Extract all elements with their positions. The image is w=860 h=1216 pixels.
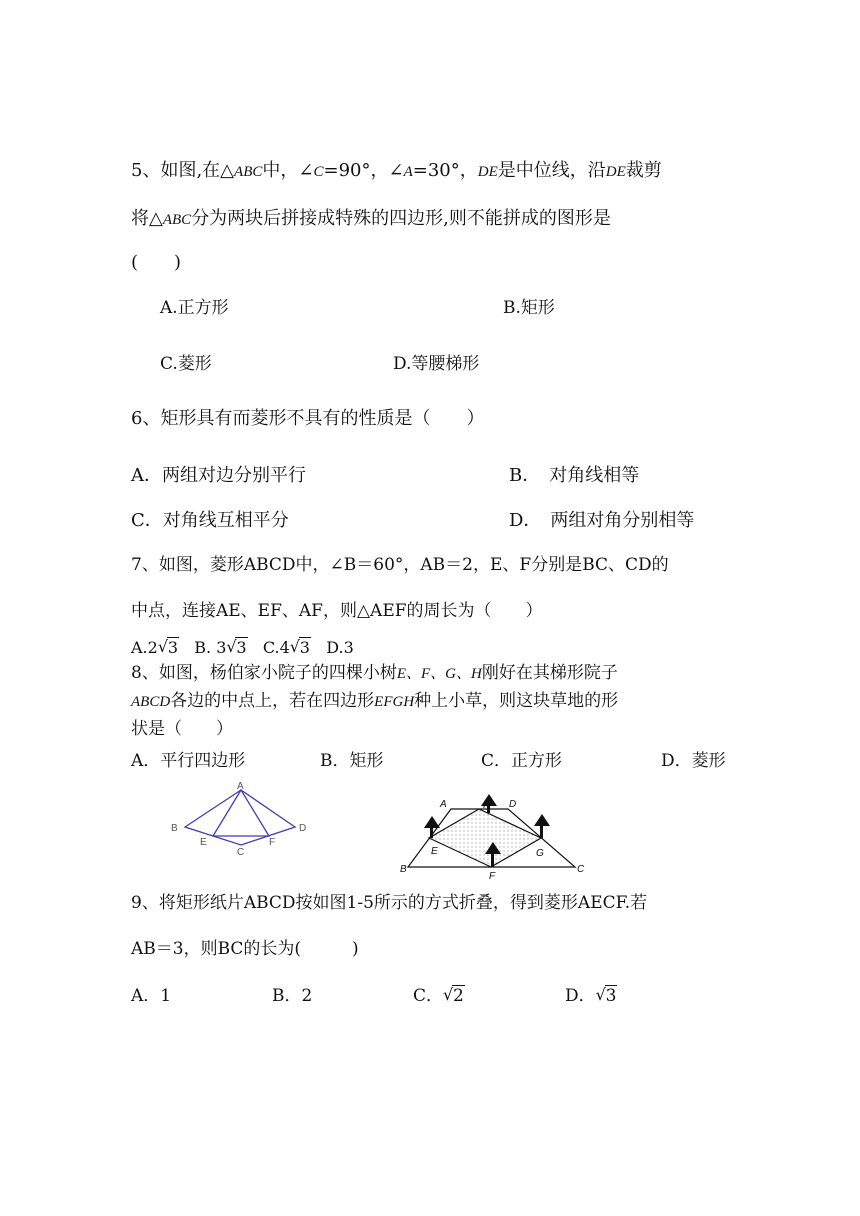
q9-option-a: A．1 [131, 986, 172, 1006]
label-g: G [536, 848, 544, 859]
sqrt-symbol [443, 985, 465, 1007]
q6-option-b: B． 对角线相等 [509, 465, 640, 486]
q5-text: 5、如图,在△ [131, 160, 235, 181]
q7-stem-line2: 中点，连接AE、EF、AF，则△AEF的周长为（ ） [131, 601, 543, 621]
label-b: B [171, 823, 178, 834]
q7-options [131, 637, 354, 659]
q7-option-b-radicand: 3 [236, 638, 247, 657]
q5-var-de: DE [605, 164, 626, 180]
q5-text: 将△ [131, 208, 163, 229]
q5-var-c: C [313, 164, 324, 180]
q6-stem: 6、矩形具有而菱形不具有的性质是（ ） [131, 408, 485, 429]
q6-option-a: A．两组对边分别平行 [131, 465, 306, 486]
q9-option-d [565, 985, 617, 1007]
label-b: B [400, 864, 407, 875]
label-d: D [299, 823, 307, 834]
q8-text: 种上小草，则这块草地的形 [414, 691, 619, 711]
sqrt-symbol [226, 637, 247, 659]
label-e: E [200, 837, 207, 848]
q5-text: 是中位线，沿 [497, 160, 606, 181]
q5-option-d: D.等腰梯形 [393, 354, 480, 374]
q7-option-b-coef: B. 3 [194, 638, 227, 657]
q8-var-trees: E、F、G、H [396, 666, 482, 682]
q5-var-abc: ABC [162, 212, 192, 228]
q5-paren: ( ) [131, 252, 182, 273]
q8-text: 8、如图，杨伯家小院子的四棵小树 [131, 663, 397, 683]
label-d: D [509, 799, 517, 810]
q6-option-c: C．对角线互相平分 [131, 510, 289, 531]
label-c: C [237, 847, 245, 855]
triangle-aef [213, 790, 269, 836]
label-e: E [431, 846, 438, 857]
q5-option-b: B.矩形 [503, 298, 555, 318]
q9-option-d-label: D． [565, 986, 596, 1006]
q7-option-c [263, 638, 311, 657]
q8-var-abcd: ABCD [131, 694, 171, 710]
q9-stem-line2: AB＝3，则BC的长为( ) [131, 939, 359, 959]
q9-option-c-label: C． [413, 986, 444, 1006]
q5-stem-line2 [131, 208, 611, 231]
q5-option-a: A.正方形 [160, 298, 229, 318]
q9-option-d-radicand: 3 [605, 986, 617, 1006]
q7-option-c-coef: C.4 [262, 638, 290, 657]
q8-text: 各边的中点上，若在四边形 [170, 691, 375, 711]
q7-option-a [131, 638, 179, 657]
trapezoid-garden-figure [395, 790, 595, 880]
q9-stem-line1: 9、将矩形纸片ABCD按如图1-5所示的方式折叠，得到菱形AECF.若 [131, 893, 648, 913]
sqrt-symbol [290, 637, 311, 659]
q7-option-b [194, 638, 247, 657]
label-c: C [577, 864, 585, 875]
q9-option-c [413, 985, 465, 1007]
q8-stem-line2 [131, 690, 618, 713]
q8-option-b: B．矩形 [320, 751, 384, 771]
q5-stem-line1 [131, 160, 662, 183]
q5-text: 分为两块后拼接成特殊的四边形,则不能拼成的图形是 [191, 208, 611, 229]
sqrt-symbol [158, 637, 179, 659]
q8-option-d: D．菱形 [661, 751, 726, 771]
q7-option-a-coef: A.2 [131, 638, 158, 657]
q5-var-a: A [403, 164, 413, 180]
label-f: F [269, 837, 276, 848]
label-h: H [483, 800, 491, 811]
q7-option-a-radicand: 3 [167, 638, 179, 657]
q9-option-c-radicand: 2 [453, 986, 464, 1006]
q8-option-a: A．平行四边形 [131, 751, 246, 771]
sqrt-symbol [596, 985, 618, 1007]
q5-option-c: C.菱形 [160, 354, 212, 374]
label-a: A [440, 799, 447, 810]
q6-option-d: D． 两组对角分别相等 [509, 510, 695, 531]
q8-option-c: C．正方形 [481, 751, 563, 771]
tree-icon [534, 814, 550, 838]
q5-var-abc: ABC [234, 164, 263, 180]
q7-option-d: D.3 [326, 638, 354, 657]
q5-text: 中，∠ [262, 160, 314, 181]
grass-quadrilateral-efgh [429, 809, 541, 867]
q8-stem-line1 [131, 662, 618, 685]
q7-stem-line1: 7、如图，菱形ABCD中，∠B＝60°，AB＝2，E、F分别是BC、CD的 [131, 555, 669, 575]
q5-text: 裁剪 [625, 160, 662, 181]
q5-text: =30°， [412, 160, 478, 181]
q5-var-de: DE [477, 164, 498, 180]
q5-text: =90°，∠ [323, 160, 404, 181]
q7-option-c-radicand: 3 [299, 638, 310, 657]
q8-stem-line3: 状是（ ） [131, 719, 233, 739]
q8-var-efgh: EFGH [374, 694, 415, 710]
rhombus-figure [165, 780, 325, 855]
q8-text: 刚好在其梯形院子 [481, 663, 618, 683]
q9-option-b: B．2 [272, 986, 313, 1006]
label-a: A [237, 781, 244, 792]
label-f: F [489, 871, 496, 880]
